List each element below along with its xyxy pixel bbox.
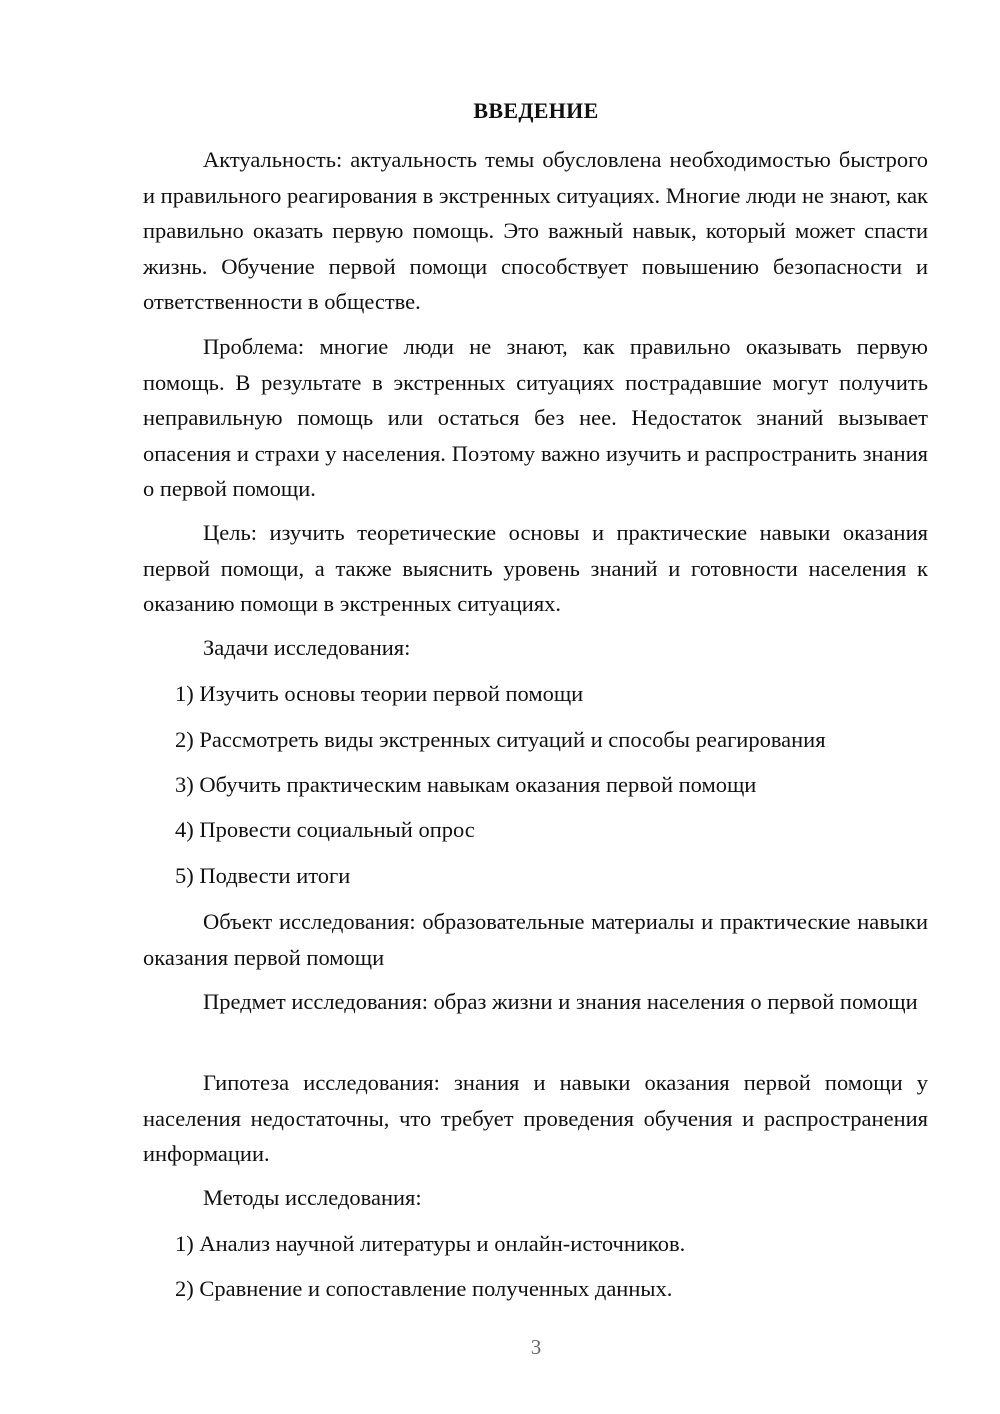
object-paragraph: Объект исследования: образовательные материалы и практические навыки оказания первой помощи [143,909,928,970]
list-item-task-2: 2) Рассмотреть виды экстренных ситуаций и способы реагирования [175,727,826,752]
page-title: ВВЕДЕНИЕ [473,98,599,123]
tasks-heading: Задачи исследования: [203,635,411,660]
list-item-task-4: 4) Провести социальный опрос [175,817,475,842]
page-number: 3 [530,1335,542,1359]
problem-paragraph: Проблема: многие люди не знают, как правильно оказывать первую помощь. В результате в экстренных ситуациях пострадавшие могут получить неправильную помощь или остаться без нее. Недостаток знаний вызывает опасения и страхи у населения. Поэтому важно изучить и распространить знания о первой помощи. [143,334,928,501]
methods-heading: Методы исследования: [203,1185,422,1210]
goal-paragraph: Цель: изучить теоретические основы и практические навыки оказания первой помощи, а также выяснить уровень знаний и готовности населения к оказанию помощи в экстренных ситуациях. [143,520,928,616]
hypothesis-paragraph: Гипотеза исследования: знания и навыки оказания первой помощи у населения недостаточны, что требует проведения обучения и распространения информации. [143,1070,928,1166]
relevance-paragraph: Актуальность: актуальность темы обусловлена необходимостью быстрого и правильного реагирования в экстренных ситуациях. Многие люди не знают, как правильно оказать первую помощь. Это важный навык, который может спасти жизнь. Обучение первой помощи способствует повышению безопасности и ответственности в обществе. [143,147,928,314]
list-item-task-5: 5) Подвести итоги [175,863,351,888]
list-item-method-1: 1) Анализ научной литературы и онлайн-источников. [175,1231,686,1256]
list-item-method-2: 2) Сравнение и сопоставление полученных данных. [175,1276,673,1301]
list-item-task-3: 3) Обучить практическим навыкам оказания первой помощи [175,772,757,797]
subject-paragraph: Предмет исследования: образ жизни и знания населения о первой помощи [203,989,918,1014]
list-item-task-1: 1) Изучить основы теории первой помощи [175,681,584,706]
